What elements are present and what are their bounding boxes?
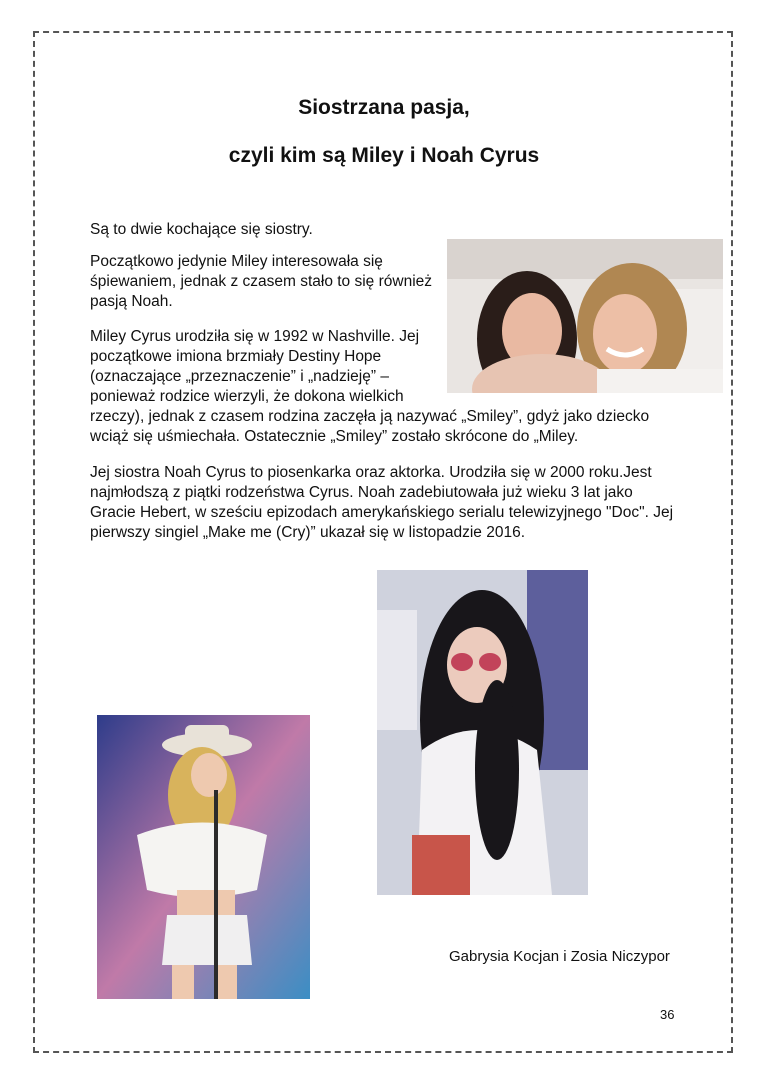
title-line-2: czyli kim są Miley i Noah Cyrus <box>228 144 540 167</box>
paragraph-interest: Początkowo jedynie Miley interesowała się śpiewaniem, jednak z czasem stało to się również pasją Noah. <box>90 253 433 310</box>
miley-photo <box>97 715 310 999</box>
page-number: 36 <box>660 1007 675 1022</box>
authors: Gabrysia Kocjan i Zosia Niczypor <box>449 948 670 965</box>
intro-paragraph: Są to dwie kochające się siostry. <box>90 221 313 238</box>
title-line-1: Siostrzana pasja, <box>298 96 470 119</box>
paragraph-noah: Jej siostra Noah Cyrus to piosenkarka oraz aktorka. Urodziła się w 2000 roku.Jest najmłodszą z piątki rodzeństwa Cyrus. Noah zadebiutowała już wieku 3 lat jako Gracie Hebert, w sześciu epizodach amerykańskiego serialu telewizyjnego "Doc". Jej pierwszy singiel „Make me (Cry)” ukazał się w listopadzie 2016. <box>90 464 674 541</box>
noah-photo <box>377 570 588 895</box>
sisters-photo <box>447 239 723 393</box>
paragraph-miley: Miley Cyrus urodziła się w 1992 w Nashville. Jej początkowe imiona brzmiały Destiny Hope (oznaczające „przeznaczenie” i „nadzieję” – ponieważ rodzice wierzyli, że dokona wielkich rzeczy), jednak z czasem rodzina zaczęła ją nazywać „Smiley”, gdyż jako dziecko wciąż się uśmiechała. Ostatecznie „Smiley” zostało skrócone do „Miley. <box>90 328 650 445</box>
